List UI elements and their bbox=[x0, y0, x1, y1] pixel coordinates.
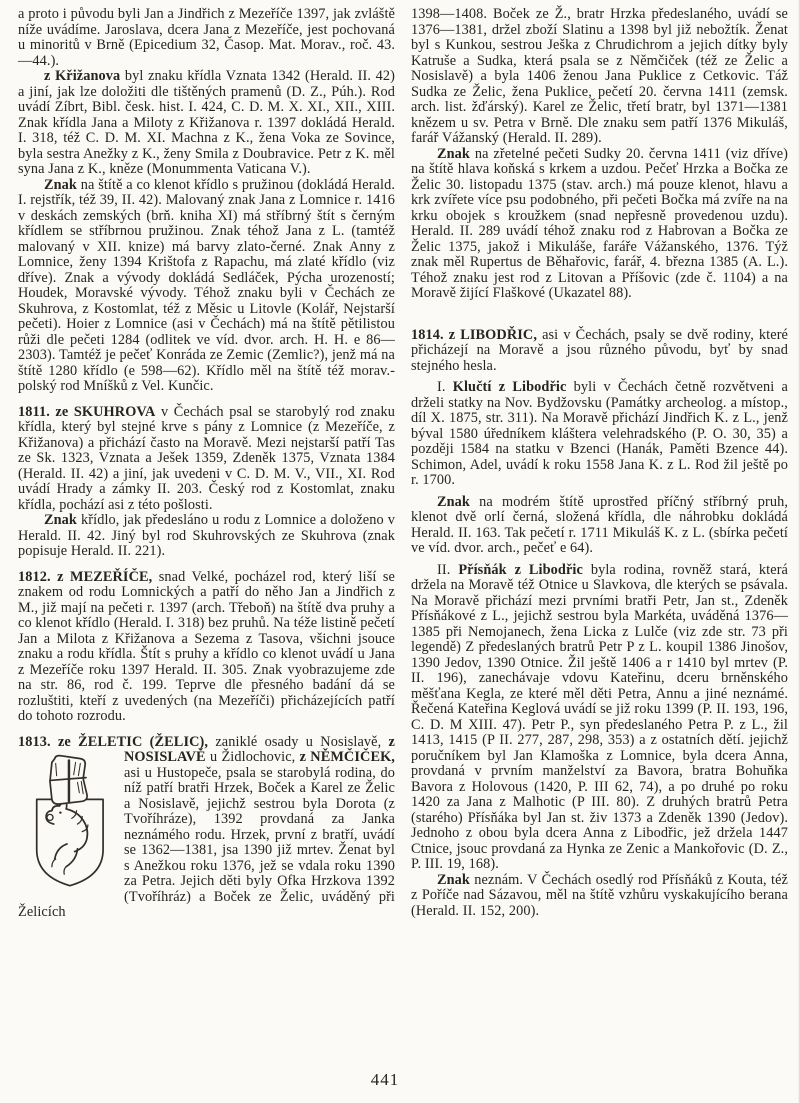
para-klucti bbox=[411, 380, 788, 489]
entry-1814-libodric bbox=[411, 328, 788, 375]
two-column-text-block bbox=[18, 7, 788, 921]
bold-text-run: 1813. ze ŽELETIC (ŽELIC), bbox=[18, 733, 209, 750]
entry-1813-zeletic bbox=[18, 735, 395, 921]
bold-text-run: z NOSISLAVĚ bbox=[124, 733, 395, 765]
bold-text-run: Znak bbox=[44, 512, 77, 528]
bold-text-run: 1812. z MEZEŘÍČE, bbox=[18, 568, 153, 585]
para-znak-prisnak bbox=[411, 873, 788, 920]
coat-of-arms-icon bbox=[24, 752, 112, 898]
text-run: u Židlochovic, bbox=[205, 749, 300, 765]
entry-1812-mezerice bbox=[18, 570, 395, 725]
text-run: II. bbox=[437, 561, 459, 578]
coat-of-arms-figure bbox=[24, 752, 112, 898]
text-run: asi v Čechách, psaly se dvě rodiny, které přicházejí na Moravě a jsou různého původu, byť by snad stejného hesla. bbox=[411, 326, 789, 374]
para-znak-skuhrova bbox=[18, 513, 395, 560]
bold-text-run: Znak bbox=[437, 145, 470, 162]
bold-text-run: Znak bbox=[437, 493, 470, 510]
text-run: byl znaku křídla Vznata 1342 (Herald. II. 42) a jiní, jak lze doložiti dle tištěných pramenů (D. Z., Púh.). Rod uvádí Zíbrt, Bibl. česk. hist. I. 424, C. D. M. X. XI., XII., XIII. Znak křídla Jana a Miloty z Křižanova r. 1397 dokládá Herald. I. 318, též C. D. M. XI. Machna z K., žena Voka ze Sovince, byla sestra Anežky z K., ženy Smila z Doubravice. Petr z K. měl syna Jana z K., kněze (Monummenta Vaticana V.). bbox=[18, 68, 395, 177]
bold-text-run: Přísňák z Libodřic bbox=[458, 561, 583, 578]
text-run: a proto i původu byli Jan a Jindřich z Mezeříče 1397, jak zvláště níže uvádíme. Jaroslava, dcera Jana z Mezeříče, jest pochovaná u minoritů v Brně (Epicedium 32, Časop. Mat. Morav., roč. 43.—44.). bbox=[18, 6, 395, 69]
text-run: neznám. V Čechách osedlý rod Přísňáků z Kouta, též z Poříče nad Sázavou, měl na štítě vzhůru vyskakujícího berana (Herald. II. 152, 200). bbox=[411, 871, 788, 919]
para-krizanova bbox=[18, 69, 395, 178]
bold-text-run: Znak bbox=[44, 176, 77, 193]
text-run: zaniklé osady u Nosislavě, bbox=[208, 733, 389, 750]
page-number: 441 bbox=[370, 1070, 400, 1089]
para-continuation bbox=[411, 7, 788, 147]
para-prisnak bbox=[411, 563, 788, 873]
text-run: I. bbox=[437, 379, 453, 395]
text-run: byla rodina, rovněž stará, která držela na Moravě též Otnice u Slavkova, dle kterých se psávala. Na Moravě přichází mezi prvními bratři Petr, Jan st., Zdeněk Přísňákové z L., jejichž sestrou byla Markéta, uváděná 1376—1385 při Nemojanech, žena Licka z Lulče (viz zde str. 73 při legendě) Z předeslaných bratrů Petr P z L. koupil 1386 Jinošov, 1390 Jedov, 1390 Otnice. Žil ještě 1406 a r 1410 byl mrtev (P. II. 196), zanechávaje vdovu Kateřinu, dceru brněnského měšťana Kegla, ze které měl děti Petra, Annu a jiné neznámé. Řečená Kateřina Keglová uvádí se již roku 1399 (P. II. 193, 196, C. D. M XIII. 47). Petr P., syn předeslaného Petra P. z L., žil 1413, 1415 (P II. 277, 287, 298, 353) a z ostatních dětí. jejichž poručníkem byl Jan Klamoška z Lomnice, byla dcera Anna, provdaná v prvním manželství za Bavora, bratra Bohuňka Bavora z Holovous (1420, P. III 62, 74), a po druhé po roku 1420 za Jana z Malhotic (P III. 80). Z druhých bratrů Petra (starého) Přísňáka byl Jan st. živ 1373 a Zdeněk 1390 (Jedov). Jednoho z obou byla dcera Anna z Libodřic, jež držela 1447 Ctnice, jsouc provdaná za Hynka ze Zenic a Mankořovic (D. Z., P. III. 19, 168). bbox=[411, 561, 789, 872]
text-run: na štítě a co klenot křídlo s pružinou (dokládá Herald. I. rejstřík, též 39, II. 42). Malovaný znak Jana z Lomnice r. 1416 v deskách zemských (brň. kniha XI) má stříbrný štít s černým křídlem se stříbrnou pružinou. Znak téhož Jana z L. (tamtéž malovaný v XII. knize) má barvy zlato-černé. Znak Anny z Lomnice, ženy 1394 Krištofa z Rapachu, má zlaté křídlo (viz dříve). Znak a vývody dokládá Sedláček, Pýcha urozeností; Houdek, Moravské vývody. Téhož znaku byli v Čechách ze Skuhrova, z Kostomlat, též z Měsic u Litovle (Kolář, Nejstarší pečeti). Hoier z Lomnice (asi v Čechách) má na štítě pětilistou růži dle pečeti 1284 (odlitek ve víd. dvor. arch. H. H. e 86—2303). Tamtéž je pečeť Konráda ze Zemic (Zemlic?), jenž má na štítě 1280 křídlo (e 598—62). Křídlo měl na štítě též morav.-polský rod Mníšků z Vel. Kunčic. bbox=[18, 176, 395, 394]
bold-text-run: Klučtí z Libodřic bbox=[452, 379, 567, 395]
para-znak-klucti bbox=[411, 495, 788, 557]
bold-text-run: Znak bbox=[437, 871, 470, 888]
entry-1811-skuhrova bbox=[18, 405, 395, 514]
bold-text-run: z Křižanova bbox=[44, 68, 121, 84]
text-run: 1398—1408. Boček ze Ž., bratr Hrzka předeslaného, uvádí se 1376—1381, držel zboží Slatinu a 1398 byl již nebožtík. Ženat byl s Kunkou, sestrou Ješka z Chrudichrom a jejich dítky byly Katruše a Sudka, která psala se z Němčiček (též ze Želic a Nosislavě) a byla 1406 ženou Jana Puklice z Cetkovic. Táž Sudka ze Želic, žena Puklice, pečetí 20. června 1411 (zemsk. arch. list. žďárský). Karel ze Želic, třetí bratr, byl 1371—1381 knězem u sv. Petra v Brně. Dle znaku sem patří 1376 Mikuláš, farář Vážanský (Herald. II. 289). bbox=[411, 6, 788, 146]
text-run: snad Velké, pocházel rod, který liší se znakem od rodu Lomnických a patří do něho Jan a Jindřich z M., již mají na pečeti r. 1397 (arch. Třeboň) na štítě dva pruhy a co klenot křídlo (Herald. I. 318) bez pruhů. Na téže listině pečetí Jan a Milota z Křižanova a Sezema z Tasova, všichni jsouce znaku a rodu křídla. Štít s pruhy a křídlo co klenot uvádí u Jana z Mezeříče roku 1397 Herald. II. 305. Znak vyobrazujeme zde na str. 86, rod č. 199. Teprve dle přesného badání dá se rozluštiti, kteří z uvedených (na Mezeříči) přicházejících patří do tohoto rozrodu. bbox=[18, 568, 395, 724]
left-column bbox=[18, 7, 395, 921]
bold-text-run: 1814. z LIBODŘIC, bbox=[411, 326, 538, 343]
para-znak-krizanova bbox=[18, 178, 395, 395]
text-run: asi u Hustopeče, psala se starobylá rodina, do níž patří bratři Hrzek, Boček a Karel ze Želic a Nosislavě, jejichž sestrou byla Dorota (z Tvoříhráze), 1392 provdaná za Janka neznámého rodu. Hrzek, první z bratří, uvádí se 1362—1381, jsa 1390 již mrtev. Ženat byl s Anežkou roku 1376, jež se vdala roku 1390 za Petra. Jejich děti byly Ofka Hrzkova 1392 (Tvoříhráz) a Boček ze Želic, uváděný při Želicích bbox=[18, 764, 395, 920]
text-run: v Čechách psal se starobylý rod znaku křídla, který byl stejné krve s pány z Lomnice (z Mezeříče, z Křižanova) a přichází často na Moravě. Mezi nejstarší patří Tas ze Sk. 1323, Vznata a Ješek 1359, Zdeněk 1375, Vznata 1384 (Herald. II. 42) a jiní, jak uvedeni v C. D. M. V., VII., XI. Rod uvádí Hrady a zámky II. 203. Český rod z Kostomlat, znaku křídla, pochází asi z této pošlosti. bbox=[18, 403, 395, 513]
text-run: na zřetelné pečeti Sudky 20. června 1411 (viz dříve) na štítě hlava koňská s krkem a uzdou. Pečeť Hrzka a Bočka ze Želic 30. listopadu 1375 (stav. arch.) má pouze klenot, hlavu a krk zvířete více psu podobného, při pečeti Bočka má zvíře na na krku obojek s kroužkem (snad nepřesně provedenou uzdu). Herald. II. 289 uvádí téhož znaku rod z Habrovan a Bočka ze Želic 1375, jakož i Mikuláše, faráře Vážanského, 1376. Týž znak měl Rupertus de Běhařovic, farář, 4. března 1385 (A. L.). Téhož znaku jest rod z Litovan a Příšovic (zde č. 1104) a na Moravě žijící Flaškové (Ukazatel 88). bbox=[411, 145, 788, 301]
bold-text-run: 1811. ze SKUHROVA bbox=[18, 403, 156, 420]
right-column bbox=[411, 7, 788, 921]
text-run: křídlo, jak předesláno u rodu z Lomnice a doloženo v Herald. II. 42. Jiný byl rod Skuhrovských ze Skuhrova (znak popisuje Herald. II. 221). bbox=[18, 512, 395, 559]
para-continuation bbox=[18, 7, 395, 69]
para-znak-zeletic bbox=[411, 147, 788, 302]
text-run: na modrém štítě uprostřed příčný stříbrný pruh, klenot dvě orlí černá, složená křídla, dle náhrobku dokládá Herald. II. 163. Tak pečetí r. 1711 Mikuláš K. z L. (sbírka pečetí ve víd. dvor. arch., pečeť e 64). bbox=[411, 493, 788, 556]
text-run: byli v Čechách četně rozvětveni a drželi statky na Nov. Bydžovsku (Památky archeolog. a místop., díl X. 1875, str. 311). Na Moravě přichází Jindřich K. z L., jenž býval 1580 úředníkem kláštera velehradského (P. O. 30, 35) a později 1584 na statku v Bzenci (Hanák, Paměti Bzence 44). Schimon, Adel, uvádí k roku 1558 Jana K. z L. Rod žil ještě po r. 1700. bbox=[411, 379, 788, 488]
bold-text-run: z NĚMČIČEK, bbox=[299, 749, 395, 765]
